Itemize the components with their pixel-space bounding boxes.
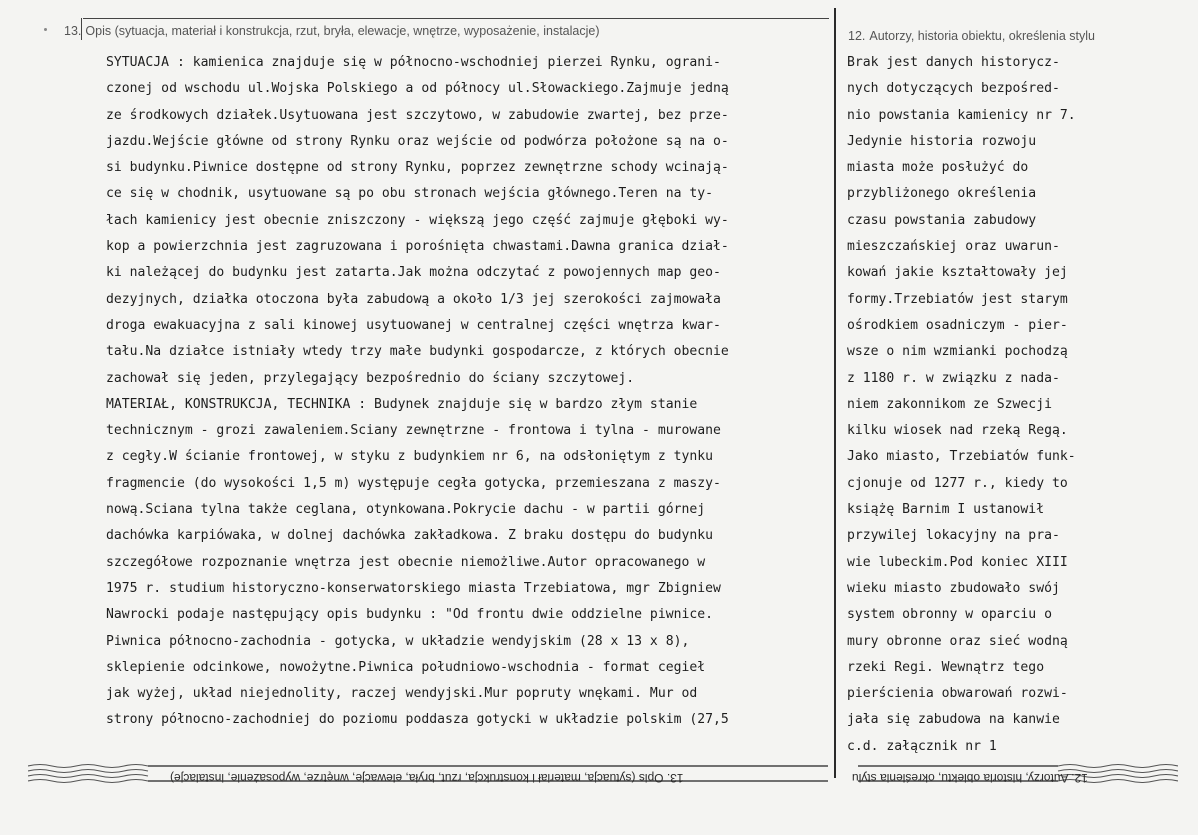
description-line: czonej od wschodu ul.Wojska Polskiego a od północy ul.Słowackiego.Zajmuje jedną xyxy=(106,81,729,97)
history-line: czasu powstania zabudowy xyxy=(847,212,1037,228)
description-line: szczegółowe rozpoznanie wnętrza jest obecnie niemożliwe.Autor opracowanego w xyxy=(106,554,706,570)
mirrored-section-13-heading: 13. Opis (sytuacja, materiał i konstrukcja, rzut, bryła, elewacje, wnętrze, wyposażenie, instalacje) xyxy=(170,771,684,785)
history-line: Jako miasto, Trzebiatów funk- xyxy=(847,449,1076,465)
description-line: Nawrocki podaje następujący opis budynku : "Od frontu dwie oddzielne piwnice. xyxy=(106,607,713,623)
history-line: kilku wiosek nad rzeką Regą. xyxy=(847,423,1068,439)
column-divider xyxy=(834,8,836,778)
history-line: nych dotyczących bezpośred- xyxy=(847,81,1060,97)
description-line: ze środkowych działek.Usytuowana jest szczytowo, w zabudowie zwartej, bez prze- xyxy=(106,107,729,123)
history-line: z 1180 r. w związku z nada- xyxy=(847,370,1060,386)
description-line: kop a powierzchnia jest zagruzowana i porośnięta chwastami.Dawna granica dział- xyxy=(106,239,729,255)
history-line: wieku miasto zbudowało swój xyxy=(847,580,1060,596)
history-line: formy.Trzebiatów jest starym xyxy=(847,291,1068,307)
history-column xyxy=(847,50,1076,760)
history-line: wie lubeckim.Pod koniec XIII xyxy=(847,554,1068,570)
description-line: fragmencie (do wysokości 1,5 m) występuje cegła gotycka, przemieszana z maszy- xyxy=(106,475,721,491)
history-line: c.d. załącznik nr 1 xyxy=(847,738,997,754)
history-line: rzeki Regi. Wewnątrz tego xyxy=(847,659,1045,675)
history-line: cjonuje od 1277 r., kiedy to xyxy=(847,475,1068,491)
description-line: technicznym - grozi zawaleniem.Sciany zewnętrzne - frontowa i tylna - murowane xyxy=(106,423,721,439)
history-line: system obronny w oparciu o xyxy=(847,607,1052,623)
scan-mark xyxy=(44,28,47,31)
description-line: MATERIAŁ, KONSTRUKCJA, TECHNIKA : Budynek znajduje się w bardzo złym stanie xyxy=(106,396,698,412)
description-line: zachował się jeden, przylegający bezpośrednio do ściany szczytowej. xyxy=(106,370,635,386)
description-line: Piwnica północno-zachodnia - gotycka, w układzie wendyjskim (28 x 13 x 8), xyxy=(106,633,690,649)
header-rule xyxy=(83,18,829,19)
description-line: droga ewakuacyjna z sali kinowej usytuowanej w centralnej części wnętrza kwar- xyxy=(106,317,721,333)
section-12-heading xyxy=(848,29,1095,43)
history-line: książę Barnim I ustanowił xyxy=(847,502,1045,518)
section-13-number: 13. xyxy=(64,24,82,38)
description-line: ce się w chodnik, usytuowane są po obu stronach wejścia głównego.Teren na ty- xyxy=(106,186,713,202)
history-line: niem zakonnikom ze Szwecji xyxy=(847,396,1052,412)
description-line: jazdu.Wejście główne od strony Rynku oraz wejście od podwórza położone są na o- xyxy=(106,133,729,149)
description-line: łach kamienicy jest obecnie zniszczony - większą jego część zajmuje głęboki wy- xyxy=(106,212,729,228)
description-line: nową.Sciana tylna także ceglana, otynkowana.Pokrycie dachu - w partii górnej xyxy=(106,502,706,518)
description-column xyxy=(106,50,729,734)
description-line: strony północno-zachodniej do poziomu poddasza gotycki w układzie polskim (27,5 xyxy=(106,712,729,728)
history-line: pierścienia obwarowań rozwi- xyxy=(847,686,1068,702)
history-line: kowań jakie kształtowały jej xyxy=(847,265,1068,281)
history-line: nio powstania kamienicy nr 7. xyxy=(847,107,1076,123)
description-line: si budynku.Piwnice dostępne od strony Rynku, poprzez zewnętrzne schody wcinają- xyxy=(106,160,729,176)
description-line: dezyjnych, działka otoczona była zabudową a około 1/3 jej szerokości zajmowała xyxy=(106,291,721,307)
section-12-title: Autorzy, historia obiektu, określenia stylu xyxy=(869,29,1095,43)
description-line: sklepienie odcinkowe, nowożytne.Piwnica południowo-wschodnia - format cegieł xyxy=(106,659,706,675)
mirrored-section-12-heading: 12. Autorzy, historia obiektu, określenia stylu xyxy=(852,771,1088,785)
history-line: miasta może posłużyć do xyxy=(847,160,1029,176)
description-line: jak wyżej, układ niejednolity, raczej wendyjski.Mur popruty wnękami. Mur od xyxy=(106,686,698,702)
history-line: wsze o nim wzmianki pochodzą xyxy=(847,344,1068,360)
history-line: przywilej lokacyjny na pra- xyxy=(847,528,1060,544)
history-line: Jedynie historia rozwoju xyxy=(847,133,1037,149)
history-line: mieszczańskiej oraz uwarun- xyxy=(847,239,1060,255)
description-line: 1975 r. studium historyczno-konserwatorskiego miasta Trzebiatowa, mgr Zbigniew xyxy=(106,580,721,596)
history-line: ośrodkiem osadniczym - pier- xyxy=(847,317,1068,333)
history-line: przybliżonego określenia xyxy=(847,186,1037,202)
description-line: ki należącej do budynku jest zatarta.Jak można odczytać z powojennych map geo- xyxy=(106,265,721,281)
description-line: tału.Na działce istniały wtedy trzy małe budynki gospodarcze, z których obecnie xyxy=(106,344,729,360)
description-line: SYTUACJA : kamienica znajduje się w północno-wschodniej pierzei Rynku, ograni- xyxy=(106,55,721,70)
history-line: Brak jest danych historycz- xyxy=(847,55,1060,70)
section-13-title: Opis (sytuacja, materiał i konstrukcja, rzut, bryła, elewacje, wnętrze, wyposażenie, instalacje) xyxy=(85,24,600,38)
history-line: mury obronne oraz sieć wodną xyxy=(847,633,1068,649)
history-line: jała się zabudowa na kanwie xyxy=(847,712,1060,728)
section-13-heading xyxy=(64,24,599,38)
description-line: dachówka karpiówaka, w dolnej dachówka zakładkowa. Z braku dostępu do budynku xyxy=(106,528,713,544)
description-line: z cegły.W ścianie frontowej, w styku z budynkiem nr 6, na odsłoniętym z tynku xyxy=(106,449,713,465)
section-12-number: 12. xyxy=(848,29,866,43)
